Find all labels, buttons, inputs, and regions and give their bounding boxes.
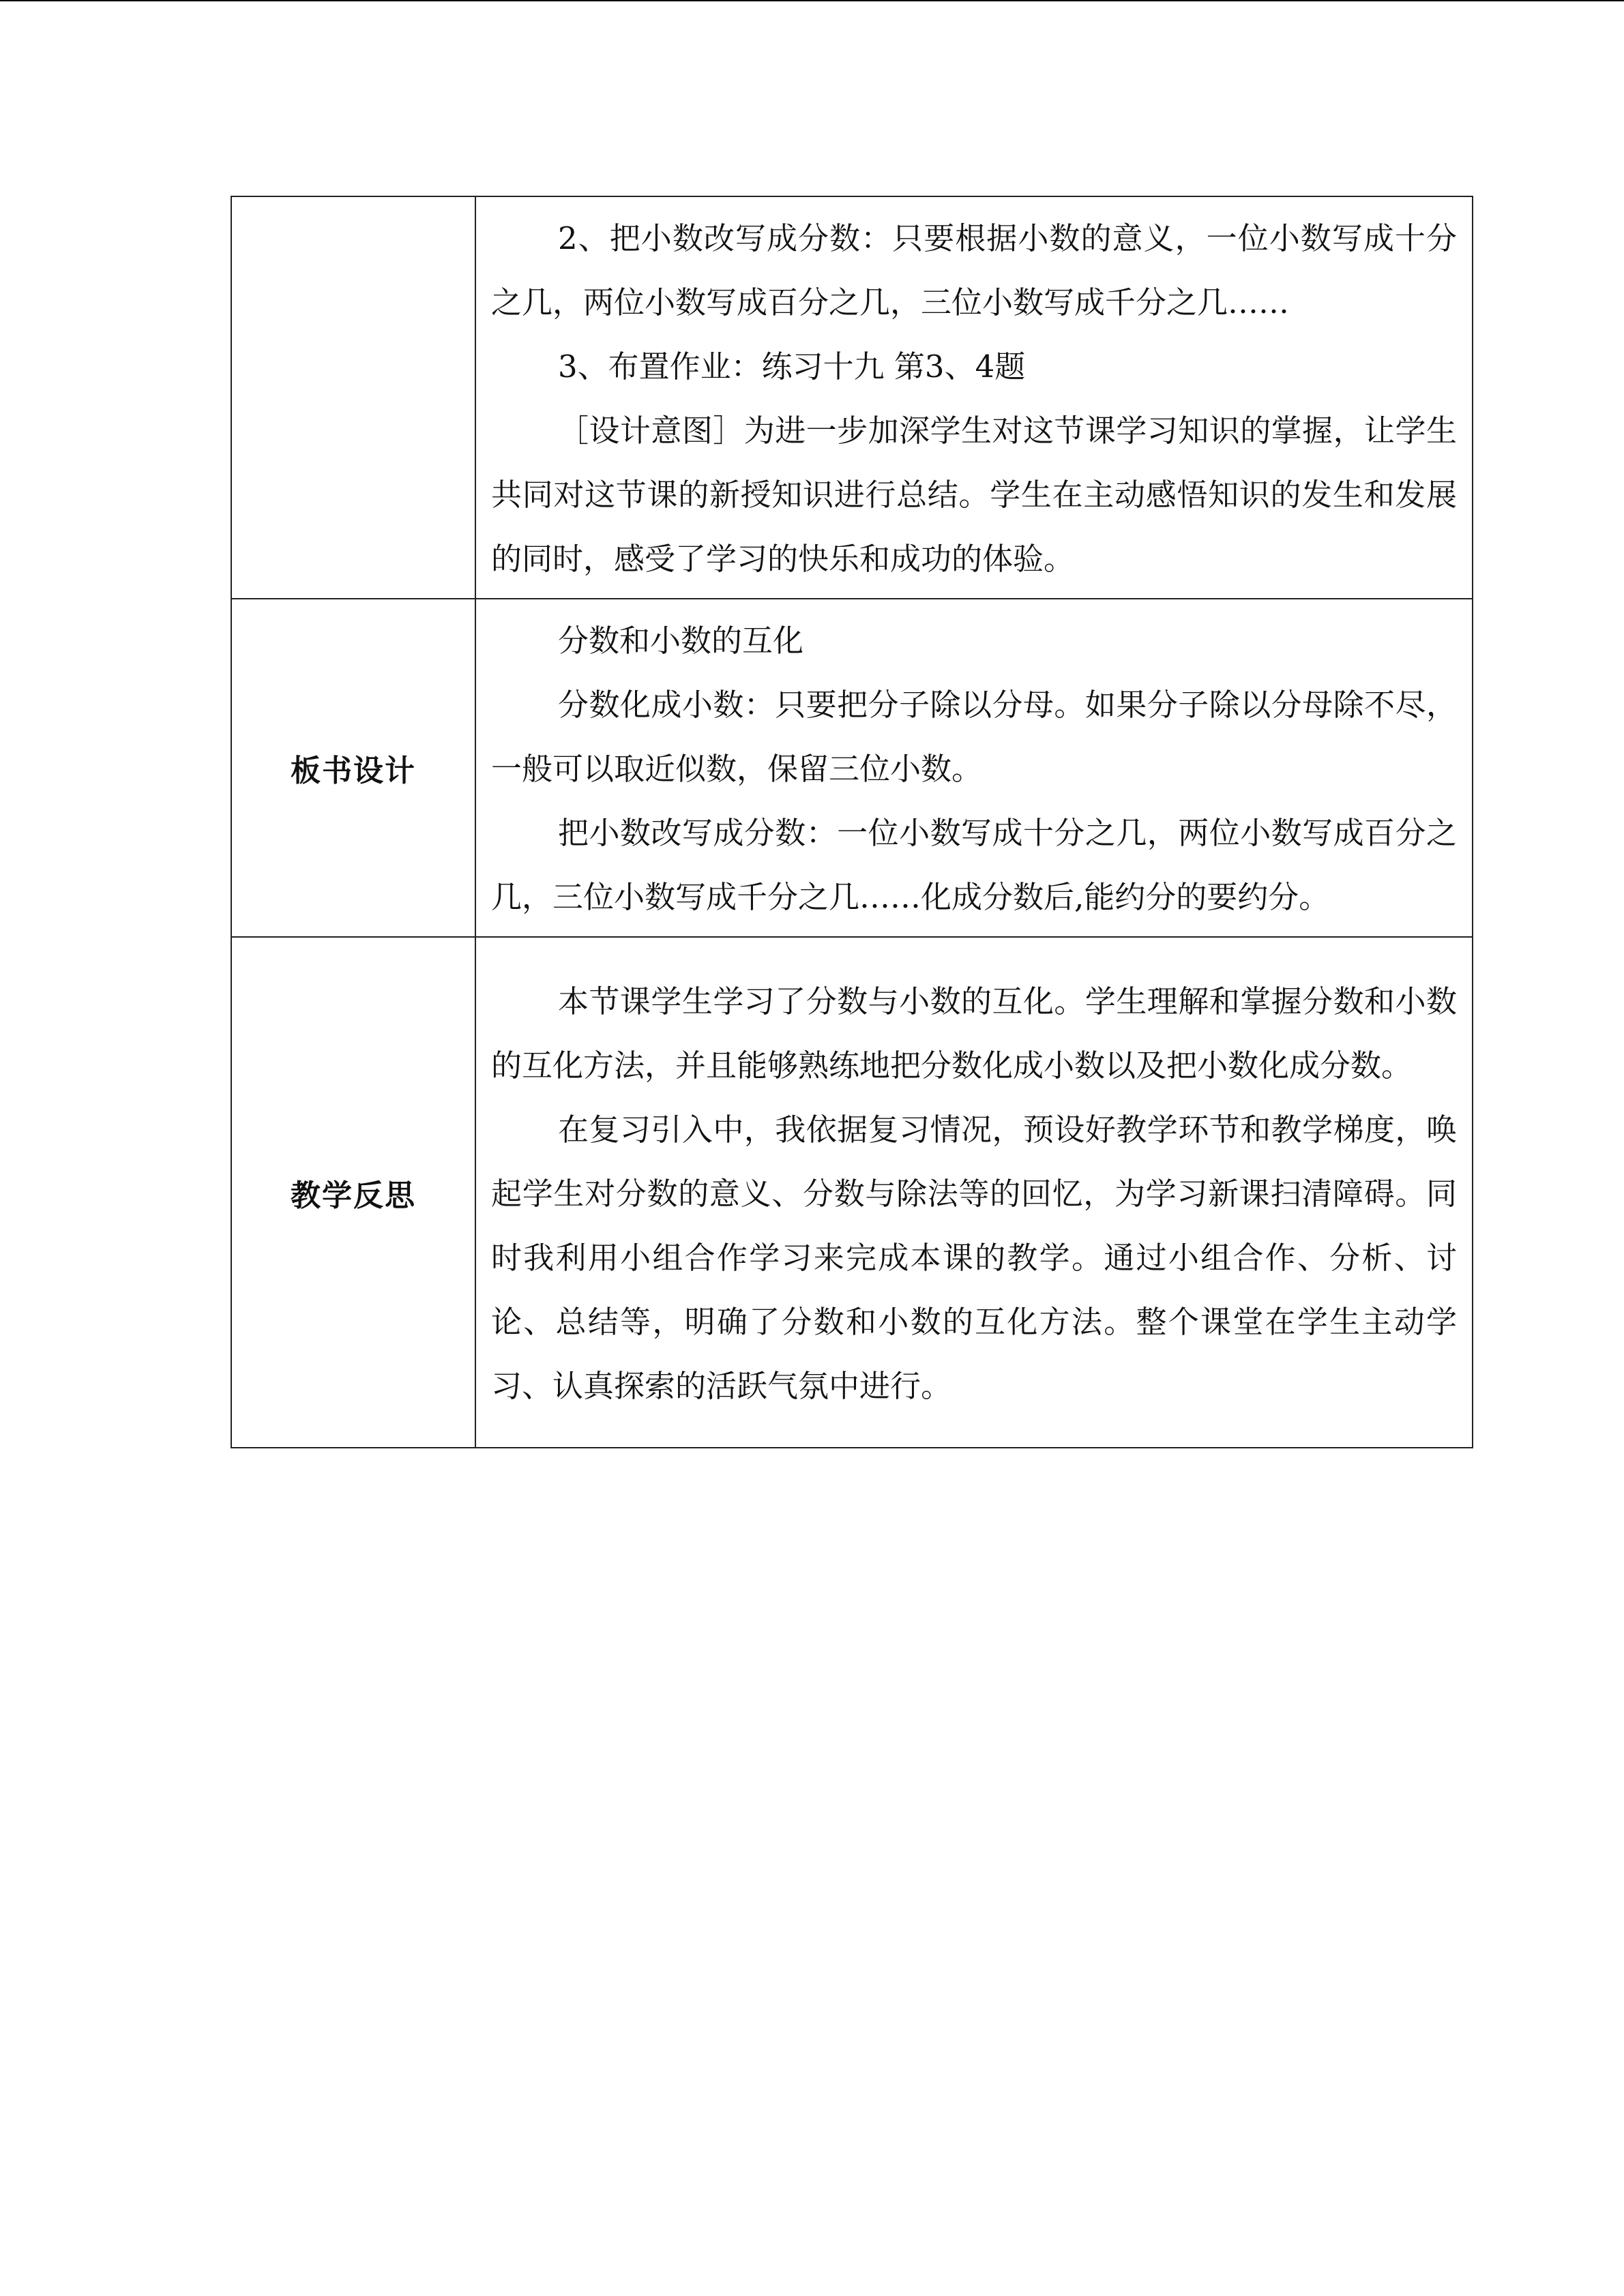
page-top-border (0, 0, 1624, 1)
paragraph: 本节课学生学习了分数与小数的互化。学生理解和掌握分数和小数的互化方法，并且能够熟练地把分数化成小数以及把小数化成分数。 (491, 983, 1457, 1084)
table-row-board-design (231, 599, 1473, 937)
row-label: 板书设计 (231, 599, 475, 937)
paragraph: 分数化成小数：只要把分子除以分母。如果分子除以分母除不尽，一般可以取近似数，保留三位小数。 (491, 687, 1457, 787)
paragraph: 分数和小数的互化 (558, 623, 804, 659)
row-content (475, 937, 1473, 1448)
paragraph: 2、把小数改写成分数：只要根据小数的意义，一位小数写成十分之几，两位小数写成百分之几，三位小数写成千分之几…… (491, 220, 1457, 320)
row-content (475, 196, 1473, 599)
paragraph: 3、布置作业：练习十九 第3、4题 (558, 348, 1026, 385)
paragraph: 在复习引入中，我依据复习情况，预设好教学环节和教学梯度，唤起学生对分数的意义、分数与除法等的回忆，为学习新课扫清障碍。同时我利用小组合作学习来完成本课的教学。通过小组合作、分析、讨论、总结等，明确了分数和小数的互化方法。整个课堂在学生主动学习、认真探索的活跃气氛中进行。 (491, 1111, 1457, 1404)
paragraph: 把小数改写成分数：一位小数写成十分之几，两位小数写成百分之几，三位小数写成千分之几……化成分数后,能约分的要约分。 (491, 815, 1457, 915)
table-row-summary (231, 196, 1473, 599)
row-label: 教学反思 (231, 937, 475, 1448)
row-content (475, 599, 1473, 937)
table-row-teaching-reflection (231, 937, 1473, 1448)
lesson-plan-table (231, 196, 1473, 1448)
row-label (231, 196, 475, 599)
paragraph: ［设计意图］为进一步加深学生对这节课学习知识的掌握，让学生共同对这节课的新授知识进行总结。学生在主动感悟知识的发生和发展的同时，感受了学习的快乐和成功的体验。 (491, 413, 1457, 577)
